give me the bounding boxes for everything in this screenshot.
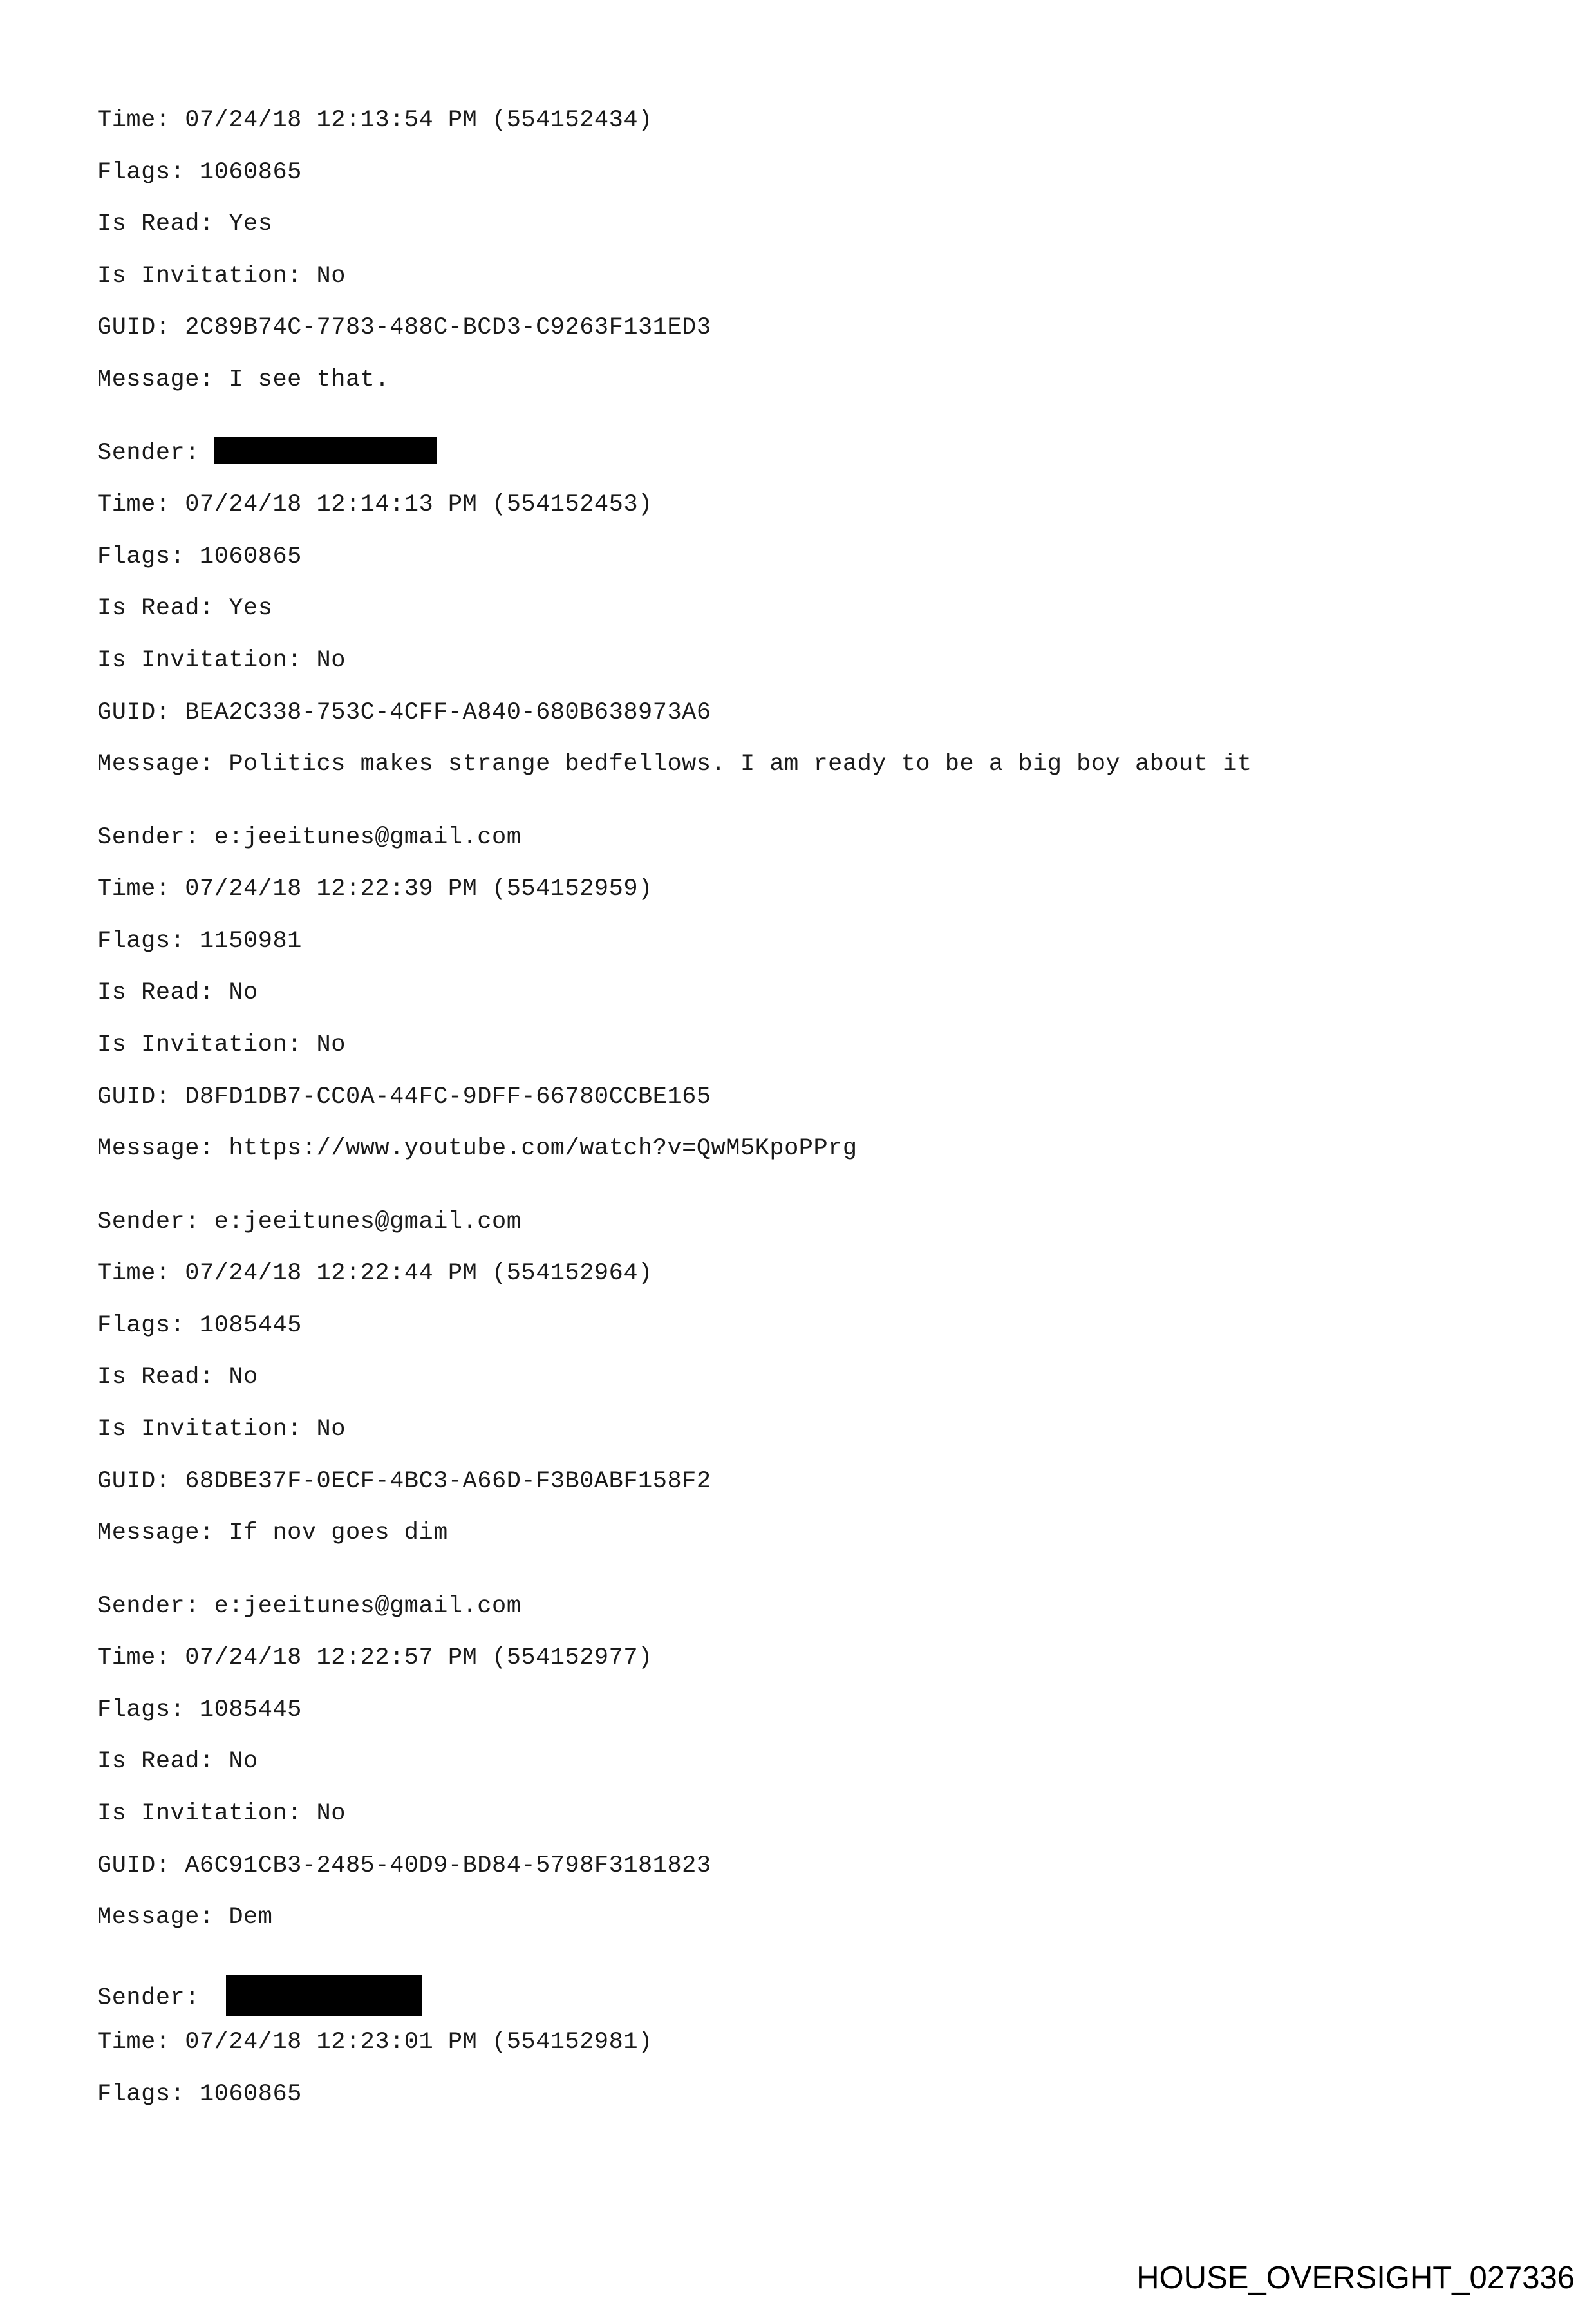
record-flags: Flags: 1085445 (97, 1697, 302, 1724)
record-guid: GUID: A6C91CB3-2485-40D9-BD84-5798F3181823 (97, 1852, 711, 1879)
record-time: Time: 07/24/18 12:22:39 PM (554152959) (97, 876, 653, 903)
record-sender: Sender: e:jeeitunes@gmail.com (97, 824, 521, 851)
record-is-read: Is Read: Yes (97, 211, 273, 238)
record-guid: GUID: BEA2C338-753C-4CFF-A840-680B638973A6 (97, 699, 711, 726)
record-message: Message: Dem (97, 1904, 273, 1931)
record-time: Time: 07/24/18 12:22:57 PM (554152977) (97, 1644, 653, 1671)
record-flags: Flags: 1060865 (97, 2081, 302, 2108)
redaction-box (226, 1975, 422, 2016)
record-flags: Flags: 1085445 (97, 1312, 302, 1339)
redaction-box (214, 437, 437, 464)
record-time: Time: 07/24/18 12:22:44 PM (554152964) (97, 1260, 653, 1287)
sender-label: Sender: (97, 1984, 214, 2012)
record-is-read: Is Read: No (97, 979, 258, 1006)
record-sender: Sender: e:jeeitunes@gmail.com (97, 1593, 521, 1620)
record-flags: Flags: 1150981 (97, 928, 302, 955)
record-time: Time: 07/24/18 12:14:13 PM (554152453) (97, 491, 653, 518)
record-flags: Flags: 1060865 (97, 159, 302, 186)
record-is-invitation: Is Invitation: No (97, 1031, 346, 1058)
record-is-invitation: Is Invitation: No (97, 647, 346, 674)
record-time: Time: 07/24/18 12:13:54 PM (554152434) (97, 107, 653, 134)
record-sender (97, 1977, 422, 2012)
record-is-invitation: Is Invitation: No (97, 263, 346, 290)
record-guid: GUID: D8FD1DB7-CC0A-44FC-9DFF-66780CCBE165 (97, 1084, 711, 1111)
bates-number: HOUSE_OVERSIGHT_027336 (1136, 2261, 1575, 2295)
record-message: Message: I see that. (97, 366, 390, 393)
sender-label: Sender: (97, 440, 214, 467)
record-message: Message: Politics makes strange bedfellows. I am ready to be a big boy about it (97, 751, 1252, 778)
record-sender (97, 439, 437, 467)
record-is-read: Is Read: No (97, 1364, 258, 1391)
record-guid: GUID: 2C89B74C-7783-488C-BCD3-C9263F131ED3 (97, 314, 711, 341)
record-is-read: Is Read: Yes (97, 595, 273, 622)
record-time: Time: 07/24/18 12:23:01 PM (554152981) (97, 2029, 653, 2056)
record-message: Message: If nov goes dim (97, 1519, 448, 1546)
record-sender: Sender: e:jeeitunes@gmail.com (97, 1208, 521, 1236)
record-is-invitation: Is Invitation: No (97, 1800, 346, 1827)
record-flags: Flags: 1060865 (97, 543, 302, 570)
record-is-read: Is Read: No (97, 1748, 258, 1775)
record-is-invitation: Is Invitation: No (97, 1416, 346, 1443)
record-guid: GUID: 68DBE37F-0ECF-4BC3-A66D-F3B0ABF158F2 (97, 1468, 711, 1495)
record-message: Message: https://www.youtube.com/watch?v=QwM5KpoPPrg (97, 1135, 858, 1162)
